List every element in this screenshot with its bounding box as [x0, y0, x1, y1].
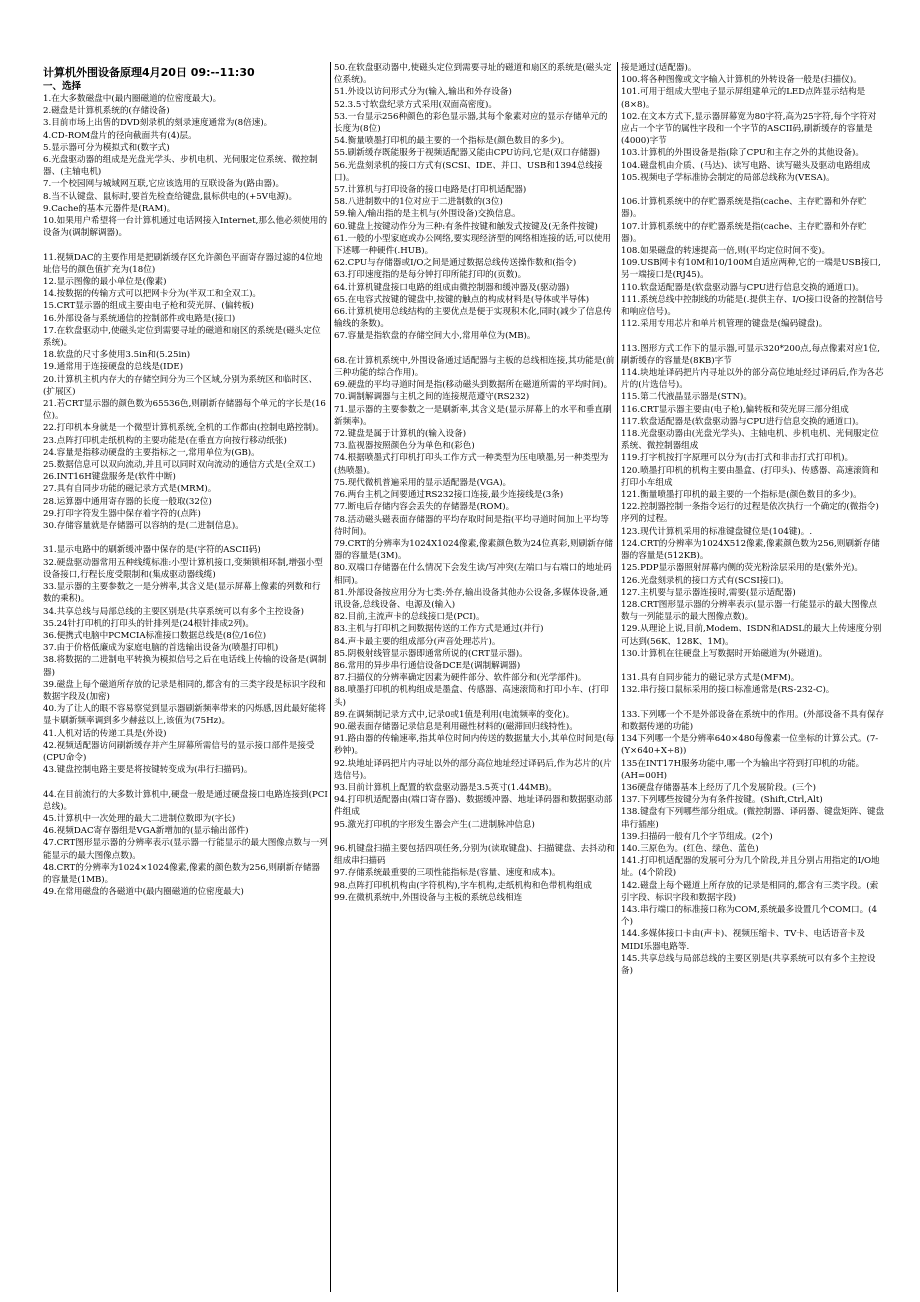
- question-item: 42.视频适配器访问刷新缓存并产生屏幕所需信号的显示接口部件是接受(CPU命令): [43, 740, 315, 763]
- question-item: 89.在调频制记录方式中,记录0或1值是利用(电流频率的变化)。: [334, 709, 575, 720]
- spacer: [43, 532, 328, 544]
- question-item: 40.为了让人的眼不容易察觉到显示器刷新频率带来的闪烁感,因此最好能将显卡刷新频率调到多少赫兹以上,该值为(75Hz)。: [43, 704, 326, 727]
- question-item: 118.光盘驱动器由(光盘光学头)、主轴电机、步机电机、光伺服定位系统、微控制器组成: [621, 429, 879, 452]
- question-item: 7.一个校园网与城域网互联,它应该选用的互联设备为(路由器)。: [43, 179, 285, 190]
- question-item: 47.CRT图形显示器的分辨率表示(显示器一行能显示的最大图像点数与一列能显示的最大图像点数)。: [43, 838, 328, 861]
- question-item: 65.在电容式按键的键盘中,按键的触点的构成材料是(导体或半导体): [334, 294, 590, 305]
- question-item: 16.外部设备与系统通信的控制部件或电路是(接口): [43, 313, 236, 324]
- question-item: 75.现代微机普遍采用的显示适配器是(VGA)。: [334, 477, 512, 488]
- question-item: 41.人机对话的传递工具是(外设): [43, 728, 167, 739]
- question-item: 66.计算机使用总线结构的主要优点是便于实现积木化,同时(减少了信息传输线的条数)。: [334, 307, 612, 330]
- question-item: 122.控制器控制一条指令运行的过程是依次执行一个确定的(微指令)序列的过程。: [621, 502, 879, 525]
- question-item: 73.监视器按照颜色分为单色和(彩色): [334, 441, 475, 452]
- page-title: 计算机外围设备原理4月20日 09:--11:30: [43, 66, 255, 79]
- question-item: 142.磁盘上每个磁道上所存放的记录是相同的,都含有三类字段。(索引字段、标识字段和数据字段): [621, 880, 879, 903]
- question-item: 105.视频电子学标准协会制定的局部总线称为(VESA)。: [621, 172, 835, 183]
- question-list-middle: [334, 62, 615, 904]
- question-item: 76.两台主机之间要通过RS232接口连接,最少连接线是(3条): [334, 490, 564, 501]
- question-item: 110.软盘适配器是(软盘驱动器与CPU进行信息交换的通道口)。: [621, 282, 864, 293]
- question-item: 124.CRT的分辨率为1024X512像素,像素颜色数为256,则刷新存储器的容量是(512KB)。: [621, 538, 880, 562]
- question-item: 79.CRT的分辨率为1024X1024像素,像素颜色数为24位真彩,则刷新存储器的容量是(3M)。: [334, 538, 614, 562]
- question-item: 90.磁表面存储器记录信息是利用磁性材料的(磁滞回归线特性)。: [334, 721, 578, 732]
- question-item: 95.激光打印机的字形发生器会产生(二进制脉冲信息): [334, 819, 535, 830]
- question-item: 104.磁盘机由介质、(马达)、读写电路、读写磁头及驱动电路组成: [621, 160, 871, 171]
- question-item: 52.3.5寸软盘纪录方式采用(双面高密度)。: [334, 99, 497, 110]
- question-item: 94.打印机适配器由(端口寄存器)、数据缓冲器、地址译码器和数据驱动部件组成: [334, 795, 613, 818]
- question-item: 2.磁盘是计算机系统的(存储设备): [43, 106, 170, 117]
- document-page: [43, 62, 883, 1292]
- question-item: 91.路由器的传输速率,指其单位时间内传送的数据量大小,其单位时间是(每秒钟)。: [334, 734, 615, 757]
- question-item: 54.衡量喷墨打印机的最主要的一个指标是(颜色数目的多少)。: [334, 136, 570, 147]
- question-item: 123.现代计算机采用的标准键盘键位是(104键)。.: [621, 526, 813, 537]
- question-item: 28.运算器中通用寄存器的长度一般取(32位): [43, 496, 212, 507]
- question-item: 11.视频DAC的主要作用是把刷新缓存区允许颜色平面寄存器过滤的4位地址信号的颜色值扩充为(18位): [43, 252, 323, 275]
- question-item: 115.第二代液晶显示器是(STN)。: [621, 392, 752, 403]
- question-item: 113.图形方式工作下的显示器,可显示320*200点,每点像素对应1位,刷新缓存的容量是(8KB)字节: [621, 343, 880, 366]
- question-item: 78.活动磁头磁表面存储器的平均存取时间是指(平均寻道时间加上平均等待时间)。: [334, 514, 609, 537]
- question-item: 101.可用于组成大型电子显示屏组建单元的LED点阵显示结构是(8×8)。: [621, 87, 866, 110]
- question-item: 48.CRT的分辨率为1024×1024像素,像素的颜色数为256,则刷新存储器的容量是(1MB)。: [43, 862, 320, 885]
- question-item: 38.将数据的二进制电平转换为模拟信号之后在电话线上传输的设备是(调制器): [43, 655, 327, 678]
- question-item: 61.一般的小型家庭或办公网络,要实现经济型的网络相连接的话,可以使用下述哪一种硬件(.HUB)。: [334, 233, 611, 257]
- question-item: 107.计算机系统中的存贮器系统是指(cache、主存贮器和外存贮器)。: [621, 221, 867, 244]
- question-item: 112.采用专用芯片和单片机管理的键盘是(编码键盘)。: [621, 319, 828, 330]
- question-item: 31.显示电路中的刷新缓冲器中保存的是(字符的ASCII码): [43, 545, 261, 556]
- question-item: 141.打印机适配器的发展可分为几个阶段,并且分别占用指定的I/O地址。(4个阶段): [621, 856, 880, 879]
- question-item: 62.CPU与存储器或I/O之间是通过数据总线传送操作数和(指令): [334, 258, 577, 269]
- question-item: 133.下列哪一个不是外部设备在系统中的作用。(外部设备不具有保存和数据传递的功能): [621, 709, 885, 732]
- question-item: 53.一台显示256种颜色的彩色显示器,其每个象素对应的显示存储单元的长度为(8位): [334, 111, 608, 135]
- question-item: 26.INT16H键盘服务是(软件中断): [43, 472, 176, 483]
- question-item: 77.断电后存储内容会丢失的存储器是(ROM)。: [334, 502, 515, 513]
- question-item: 56.光盘刻录机的接口方式有(SCSI、IDE、并口、USB和1394总线接口)。: [334, 160, 603, 183]
- question-item: 20.计算机主机内存大的存储空间分为三个区域,分别为系统区和临时区、(扩展区): [43, 374, 318, 397]
- question-item: 14.按数据的传输方式可以把网卡分为(半双工和全双工)。: [43, 289, 262, 300]
- question-item: 120.喷墨打印机的机构主要由墨盒、(打印头)、传感器、高速滚筒和打印小车组成: [621, 465, 879, 488]
- question-item: 145.共享总线与局部总线的主要区别是(共享系统可以有多个主控设备): [621, 953, 876, 976]
- question-item: 144.多媒体接口卡由(声卡)、视频压缩卡、TV卡、电话语音卡及MIDI乐器电路等.: [621, 929, 866, 952]
- question-item: 34.共享总线与局部总线的主要区别是(共享系统可以有多个主控设备): [43, 606, 304, 617]
- question-item: 80.双端口存储器在什么情况下会发生读/写冲突(左端口与右端口的地址码相同)。: [334, 563, 612, 586]
- question-item: 10.如果用户希望将一台计算机通过电话网接入Internet,那么他必须使用的设备为(调制解调器)。: [43, 216, 328, 239]
- question-item: 67.容量是指软盘的存储空间大小,常用单位为(MB)。: [334, 331, 536, 342]
- question-item: 4.CD-ROM盘片的径向截面共有(4)层。: [43, 130, 197, 141]
- question-item: 125.PDP显示器照射屏幕内侧的荧光粉涂层采用的是(紫外光)。: [621, 563, 863, 574]
- question-item: 132.串行接口鼠标采用的接口标准通常是(RS-232-C)。: [621, 685, 835, 696]
- question-item: 32.硬盘驱动器常用五种线缆标准:小型计算机接口,变频锁相环制,增强小型设备接口,行程长度受限制和(集成驱动器线缆): [43, 557, 323, 580]
- question-item: 21.若CRT显示器的颜色数为65536色,则刷新存储器每个单元的字长是(16位)。: [43, 399, 326, 422]
- question-item: 22.打印机本身就是一个微型计算机系统,全机的工作都由(控制电路控制)。: [43, 423, 324, 434]
- question-item: 17.在软盘驱动中,使磁头定位到需要寻址的磁道和扇区的系统是(磁头定位系统)。: [43, 325, 321, 349]
- question-item: 109.USB网卡有10M和10/100M自适应两种,它的一端是USB接口,另一端接口是(RJ45)。: [621, 258, 881, 281]
- question-item: 83.主机与打印机之间数据传送的工作方式是通过(并行): [334, 624, 544, 635]
- question-item: 24.容量是指移动硬盘的主要指标之一,常用单位为(GB)。: [43, 447, 260, 458]
- question-item: 100.将各种图像或文字输入计算机的外转设备一般是(扫描仪)。: [621, 75, 862, 86]
- question-item: 57.计算机与打印设备的接口电路是(打印机适配器): [334, 185, 527, 196]
- question-item: 27.具有自同步功能的磁记录方式是(MRM)。: [43, 484, 217, 495]
- column-left: [43, 62, 328, 1292]
- column-middle: [330, 62, 615, 1292]
- question-item: 72.键盘是属于计算机的(输入设备): [334, 429, 467, 440]
- question-item: 23.点阵打印机走纸机构的主要功能是(在垂直方向按行移动纸张): [43, 435, 287, 446]
- question-item: 84.声卡最主要的组成部分(声音处理芯片)。: [334, 636, 501, 647]
- question-item: 36.便携式电脑中PCMCIA标准接口数据总线是(8位/16位): [43, 630, 267, 641]
- question-item: 99.在微机系统中,外围设备与主板的系统总线相连: [334, 892, 523, 903]
- spacer: [621, 660, 885, 672]
- question-item: 46.视频DAC寄存器组是VGA新增加的(显示输出部件): [43, 826, 249, 837]
- question-item: 138.键盘有下列哪些部分组成。(微控制器、译码器、键盘矩阵、键盘串行插座): [621, 807, 885, 830]
- question-item: 117.软盘适配器是(软盘驱动器与CPU进行信息交换的通道口)。: [621, 416, 864, 427]
- spacer: [621, 184, 885, 196]
- question-item: 97.存储系统最重要的三项性能指标是(容量、速度和成本)。: [334, 868, 561, 879]
- question-item: 18.软盘的尺寸多使用3.5in和(5.25in): [43, 350, 191, 361]
- question-item: 6.光盘驱动器的组成是光盘光学头、步机电机、光伺服定位系统、微控制器、(主轴电机): [43, 155, 318, 178]
- question-item: 128.CRT图形显示器的分辨率表示(显示器一行能显示的最大图像点数与一列能显示的最大图像点数)。: [621, 599, 877, 623]
- question-item: 129.从理论上说,目前,Modem、ISDN和ADSL的最大上传速度分别可达到(56K、128K、1M)。: [621, 624, 882, 647]
- question-item: 114.块地址译码把片内寻址以外的部分高位地址经过译码后,作为各芯片的(片选信号)。: [621, 368, 884, 391]
- question-item: 143.串行端口的标准接口称为COM,系统最多设置几个COM口。(4个): [621, 904, 877, 928]
- question-item: 135在INT17H服务功能中,哪一个为输出字符到打印机的功能。(AH=00H): [621, 758, 865, 781]
- question-item: 87.扫描仪的分辨率确定因素为硬件部分、软件部分和(光学部件)。: [334, 673, 587, 684]
- question-item: 131.具有自同步能力的磁记录方式是(MFM)。: [621, 673, 800, 684]
- question-item: 137.下列哪些按键分为有条件按键。(Shift,Ctrl,Alt): [621, 795, 823, 806]
- question-item: 37.由于价格低廉成为家庭电脑的首选输出设备为(喷墨打印机): [43, 643, 279, 654]
- question-item: 44.在目前流行的大多数计算机中,硬盘一般是通过硬盘接口电路连接到(PCI总线)。: [43, 789, 328, 812]
- question-item: 71.显示器的主要参数之一是刷新率,其含义是(显示屏幕上的水平和垂直刷新频率)。: [334, 404, 612, 427]
- question-item: 5.显示器可分为模拟式和(数字式): [43, 142, 170, 153]
- question-item: 29.打印字符发生器中保存着字符的(点阵): [43, 508, 201, 519]
- question-item: 103.计算机的外围设备是指(除了CPU和主存之外的其他设备)。: [621, 148, 864, 159]
- question-item: 139.扫描码一般有几个字节组成。(2个): [621, 831, 773, 842]
- question-item: 98.点阵打印机机构由(字符机构),字车机构,走纸机构和色带机构组成: [334, 880, 592, 891]
- question-item: 60.键盘上按键动作分为三种:有条件按键和触发式按键及(无条件按键): [334, 221, 598, 232]
- question-item: 74.根据喷墨式打印机打印头工作方式一种类型为压电喷墨,另一种类型为(热喷墨)。: [334, 453, 609, 476]
- question-item: 接是通过(适配器)。: [621, 63, 697, 73]
- spacer: [43, 776, 328, 788]
- question-item: 1.在大多数磁盘中(最内圈磁道的位密度最大)。: [43, 94, 222, 104]
- question-item: 45.计算机中一次处理的最大二进制位数即为(字长): [43, 813, 236, 824]
- question-item: 119.打字机按打字原理可以分为(击打式和非击打式打印机)。: [621, 453, 854, 464]
- question-item: 9.Cache的基本元器件是(RAM)。: [43, 203, 176, 214]
- question-item: 25.数据信息可以双向流动,并且可以同时双向流动的通信方式是(全双工): [43, 460, 316, 471]
- question-item: 68.在计算机系统中,外围设备通过适配器与主板的总线相连接,其功能是(前三种功能的综合作用)。: [334, 355, 615, 379]
- question-item: 136硬盘存储器基本上经历了几个发展阶段。(三个): [621, 782, 816, 793]
- question-item: 51.外设以访问形式分为(输入,输出和外存设备): [334, 87, 512, 98]
- question-item: 3.目前市场上出售的DVD刻录机的刻录速度通常为(8倍速)。: [43, 118, 273, 129]
- question-item: 30.存储容量就是存储器可以容纳的是(二进制信息)。: [43, 521, 244, 532]
- question-item: 59.输入/输出指的是主机与(外围设备)交换信息。: [334, 209, 521, 220]
- spacer: [43, 239, 328, 251]
- question-item: 64.计算机键盘接口电路的组成由微控制器和缓冲器及(驱动器): [334, 282, 570, 293]
- question-item: 55.刷新缓存既能服务于视频适配器又能由CPU访问,它是(双口存储器): [334, 148, 600, 159]
- section-heading: 一、选择: [43, 81, 82, 92]
- question-item: 58.八进制数中的1位对应于二进制数的(3位): [334, 197, 503, 208]
- question-item: 19.通常用于连接硬盘的总线是(IDE): [43, 362, 184, 373]
- question-item: 86.常用的异步串行通信设备DCE是(调制解调器): [334, 660, 521, 671]
- question-item: 63.打印速度指的是每分钟打印所能打印的(页数)。: [334, 270, 527, 281]
- question-item: 134下列哪一个是分辨率640×480每像素一位坐标的计算公式。(7-(Y×640+X÷8)): [621, 734, 879, 757]
- question-item: 121.衡量喷墨打印机的最主要的一个指标是(颜色数目的多少)。: [621, 490, 862, 501]
- spacer: [334, 343, 615, 355]
- question-item: 33.显示器的主要参数之一是分辨率,其含义是(显示屏幕上像素的列数和行数的乘积)。: [43, 582, 321, 605]
- question-item: 8.当不认键盘、鼠标时,要首先检查给键盘,鼠标供电的(+5V电源)。: [43, 191, 298, 202]
- spacer: [621, 330, 885, 342]
- question-item: 116.CRT显示器主要由(电子枪),偏转板和荧光屏三部分组成: [621, 404, 849, 415]
- question-item: 93.目前计算机上配置的软盘驱动器是3.5英寸(1.44MB)。: [334, 782, 557, 793]
- question-list-right: [621, 62, 885, 977]
- spacer: [334, 831, 615, 843]
- question-item: 106.计算机系统中的存贮器系统是指(cache、主存贮器和外存贮器)。: [621, 197, 867, 220]
- question-item: 108.如果磁盘的转速提高一倍,则(平均定位时间不变)。: [621, 246, 831, 257]
- question-item: 69.硬盘的平均寻道时间是指(移动磁头到数据所在磁道所需的平均时间)。: [334, 380, 613, 391]
- question-item: 96.机键盘扫描主要包括四项任务,分别为(读取键盘)、扫描键盘、去抖动和组成串扫描码: [334, 843, 615, 867]
- question-item: 43.键盘控制电路主要是将按键转变成为(串行扫描码)。: [43, 765, 253, 776]
- question-item: 140.三原色为。(红色、绿色、蓝色): [621, 843, 759, 854]
- question-item: 127.主机要与显示器连接时,需要(显示适配器): [621, 587, 796, 598]
- question-list-left: [43, 93, 328, 898]
- question-item: 82.目前,主流声卡的总线接口是(PCI)。: [334, 612, 485, 623]
- column-right: [617, 62, 885, 1292]
- question-item: 49.在常用磁盘的各磁道中(最内圈磁道的位密度最大): [43, 887, 244, 898]
- question-item: 111.系统总线中控制线的功能是(.提供主存、I/O接口设备的控制信号和响应信号)。: [621, 294, 883, 318]
- question-item: 50.在软盘驱动器中,使磁头定位到需要寻址的磁道和扇区的系统是(磁头定位系统)。: [334, 63, 612, 86]
- question-item: 35.24针打印机的打印头的针排列是(24根针排成2列)。: [43, 618, 254, 629]
- question-item: 15.CRT显示器的组成主要由电子枪和荧光屏、(偏转板): [43, 301, 254, 312]
- question-item: 39.磁盘上每个磁道所存放的记录是相同的,都含有的三类字段是标识字段和数据字段及(加密): [43, 679, 326, 702]
- question-item: 81.外部设备按应用分为七类:外存,输出设备其他办公设备,多媒体设备,通讯设备,总线设备、电源及(输入): [334, 587, 608, 610]
- question-item: 12.显示图像的最小单位是(像素): [43, 277, 167, 288]
- question-item: 70.调制解调器与主机之间的连接规范遵守(RS232): [334, 392, 530, 403]
- spacer: [621, 697, 885, 709]
- question-item: 102.在文本方式下,显示器屏幕宽为80字符,高为25字符,每个字符对应占一个字节的属性字段和一个字节的ASCII码,刷新缓存的容量是(4000)字节: [621, 111, 877, 147]
- question-item: 85.阴极射线管显示器即通常所说的(CRT显示器)。: [334, 648, 528, 659]
- question-item: 88.喷墨打印机的机构组成是墨盒、传感器、高速滚筒和打印小车、(打印头): [334, 685, 609, 708]
- question-item: 92.块地址译码把片内寻址以外的部分高位地址经过译码后,作为芯片的(片选信号)。: [334, 758, 612, 781]
- question-item: 126.光盘刻录机的接口方式有(SCSI接口)。: [621, 575, 789, 586]
- question-item: 130.计算机在往硬盘上写数据时开始磁道为(外磁道)。: [621, 648, 828, 659]
